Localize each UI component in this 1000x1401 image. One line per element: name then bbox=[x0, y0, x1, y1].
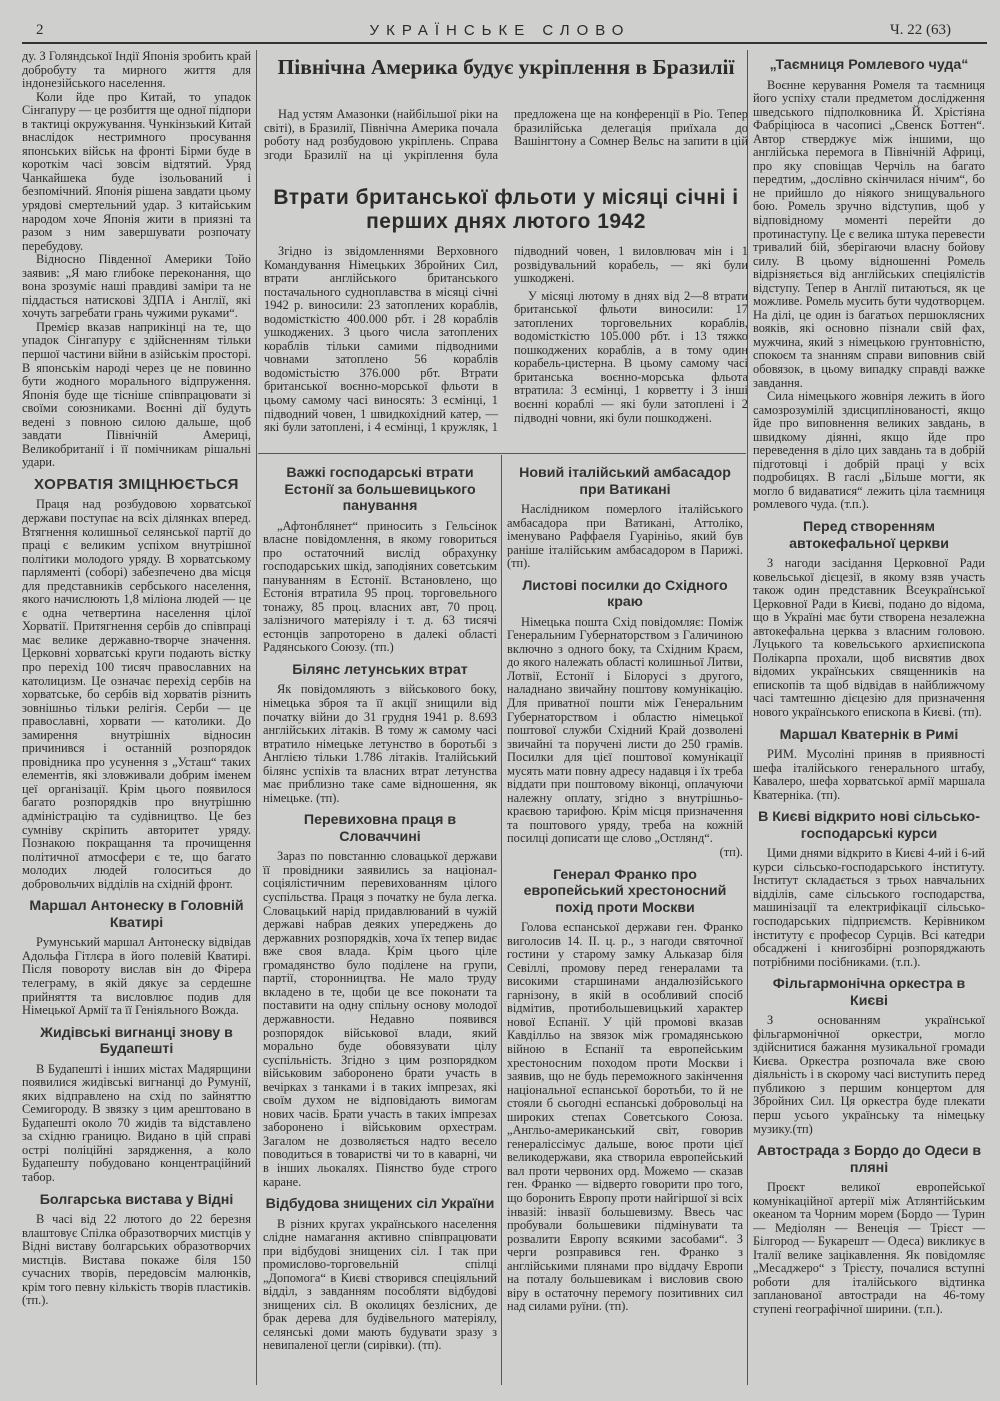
article-signoff: (тп). bbox=[719, 845, 743, 860]
article bbox=[263, 662, 497, 805]
article-headline: Фільгармонічна оркестра в Києві bbox=[772, 976, 966, 1009]
header-rule bbox=[22, 42, 987, 44]
article bbox=[22, 1025, 251, 1185]
column-3 bbox=[507, 458, 743, 1388]
article-headline: Генерал Франко про европейський хрестоносний похід проти Москви bbox=[523, 866, 727, 916]
article-paragraph: Відносно Південної Америки Тойо заявив: „Я маю глибоке переконання, що вона зрозуміє наші правдиві заміри та не піддасться натискові ЗДПА і Англії, які хочуть загребати грань чужими руками“. bbox=[22, 252, 251, 321]
article-headline: Автострада з Бордо до Одеси в пляні bbox=[756, 1143, 982, 1176]
column-divider bbox=[501, 455, 502, 1385]
issue-number: Ч. 22 (63) bbox=[890, 22, 951, 38]
column-divider bbox=[256, 50, 257, 1385]
article bbox=[22, 50, 251, 470]
article-paragraph: РИМ. Мусоліні приняв в приявності шефа італійського генерального штабу, Кавалеро, шефа хорватської армії маршала Кватерніка. (тп). bbox=[753, 747, 985, 802]
article-paragraph: „Афтонблянет“ приносить з Гельсінок власне повідомлення, в якому говориться про остаточний вислід обрахунку господарських шкід, заподіяних советським пануванням в Естонії. Встановлено, що Естонія втратила 95 проц. торговельного тонажу, 85 проц. власних авт, 70 проц. залізничого матеріялу і т. д. 63 тисячі естонців запроторено в далекі області Радянського Союзу. (тп.) bbox=[263, 518, 497, 655]
column-4 bbox=[753, 50, 985, 1390]
article-paragraph: Над устям Амазонки (найбільшої ріки на світі), в Бразилії, Північна Америка почала роботу над розбудовою укріплень. Справа згоди Бразилії на ці укріплення була предложена ще на конференції в Ріо. Тепер бразилійська делегація приїхала до Вашінгтону а Сомнер Вельс на запити в цій bbox=[264, 108, 748, 162]
article bbox=[507, 465, 743, 571]
article bbox=[507, 578, 743, 860]
newspaper-title: УКРАЇНСЬКЕ СЛОВО bbox=[369, 22, 631, 39]
column-2 bbox=[263, 458, 497, 1388]
article bbox=[753, 809, 985, 969]
article-paragraph: Сила німецького жовніря лежить в його самозрозумілій здисциплінованості, якщо йде про виповнення великих завдань, в швидкому діянні, якщо йде про переведення в діло цих завдань та в добрій підготовці і добрій праці у всіх подробицях. В гаслі „Більше могти, як могло б видаватися“ лежить ціла таємниця ромлевого чуда. (т.п.). bbox=[753, 389, 985, 512]
article-paragraph: З нагоди засідання Церковної Ради ковельської дієцезії, в якому взяв участь також один представник Всеукраїнської Церковної Ради в Києві, подано до відома, що в Україні має бути створена незалежна автокефальна церква з власним головою. Луцького та ковельського архиєпископа Полікарпа прохали, щоб висвятив двох відомих українських священників на епископів та щоб відвідав в найближчому часі тамтешню дієцезію для призначення нового українського епископа в Києві. (тп). bbox=[753, 556, 985, 720]
page-number: 2 bbox=[36, 22, 44, 38]
article-paragraph: З основанням української фільгармонічної оркестри, могло здійснитися бажання музикальної громади Києва. Оркестра розпочала вже свою діяльність і в скорому часі виступить перед публикою з першим концертом для Збройних Сил. Ця оркестра буде плекати перш усього українську та німецьку музику.(тп) bbox=[753, 1013, 985, 1136]
article bbox=[507, 867, 743, 1314]
article-paragraph: В часі від 22 лютого до 22 березня влаштовує Спілка образотворчих мистців у Відні виставу болгарських образотворчих мистців. Вистава покаже біля 150 сучасних творів, передовсім малюнків, крім того певну кількість творів пластиків. (тп.). bbox=[22, 1212, 251, 1308]
article bbox=[263, 1196, 497, 1353]
article-paragraph: В Будапешті і інших містах Мадярщини появилися жидівські вигнанці до Румунії, яких відправлено на схід по зайняттю Семигороду. В звязку з цим арештовано в Будапешті около 70 жидів та відставлено за східню границю. Видано в цій справі острі поліційні зарядження, а коло Будапешту побудовано концентраційний табор. bbox=[22, 1061, 251, 1184]
article bbox=[753, 57, 985, 512]
article-headline: Важкі господарські втрати Естонії за большевицького панування bbox=[284, 465, 476, 514]
article-headline: ХОРВАТІЯ ЗМІЦНЮЄТЬСЯ bbox=[34, 475, 239, 493]
article-paragraph: Згідно із звідомленнями Верховного Командування Німецьких Збройних Сил, втрати англійського британського постачального судноплавства в місяці січні 1942 р. виносили: 23 затоплених кораблів, водомісткістю 400.000 рбт. і 28 кораблів ушкоджених. З цього числа затоплених кораблів тільки самими підводними човнами затоплено 56 кораблів водомістьістю 376.000 рбт. Втрати британської воєнно-морської фльоти в цьому самому часі виносять: 3 есмінці, 1 підводний човен, 1 швидкохідний катер, — які були затоплені, і 4 есмінці, 1 кружляк, 1 підводний човен, 1 виловлювач мін і 1 розвідувальний корабель, — які були ушкоджені. bbox=[264, 245, 748, 435]
article-paragraph: Німецька пошта Схід повідомляє: Поміж Генеральним Губернаторством з Галичиною включно з одного боку, та Східним Краєм, до якого належать області колишньої Литви, Лотвії, Естонії і Білорусі з другого, наладнано звичайну поштову комунікацію. Для приватної пошти між Генеральним Губернаторством і областю німецької поштової служби Східний Край дозволені звичайні та поручені листи до 250 грамів. Посилки для цієї поштової комунікації мусять мати повну адресу надавця і їх треба віддати при поштовому віконці, оплачуючи належну оплату, згідно з внутрішньо-краєвою тарифою. Крім місця призначення та поштового уряду, треба на кожній посилці дописати ще слово „Остлянд“. bbox=[507, 614, 743, 846]
article-paragraph: Румунський маршал Антонеску відвідав Адольфа Гітлєра в його полевій Кватирі. Після повороту вислав він до Фірера телеграму, в якій дякує за сердешне прийняття та висловлює подив для Німецької Армії та її Геніяльного Вожда. bbox=[22, 935, 251, 1018]
article-paragraph: Наслідником померлого італійського амбасадора при Ватикані, Аттоліко, іменувано Раффаеля Гуарініьо, який був раніше італійським амбасадором в Парижі. (тп). bbox=[507, 502, 743, 571]
article-headline: Маршал Антонеску в Головній Кватирі bbox=[29, 898, 244, 931]
article-paragraph: Цими днями відкрито в Києві 4-ий і 6-ий курси сільсько-господарського інституту. Інститут складається з трьох навчальних відділів, саме сільського господарства, машинізації та електрифікації сільсько-господарських підприємств. Керівником інституту є професор Сурців. Всі катедри обсаджені і книгозбірні розпоряджають потрібними посібниками. (т.п.). bbox=[753, 846, 985, 969]
column-1 bbox=[22, 50, 251, 1390]
article-paragraph: Воєнне керування Ромеля та таємниця його успіху стали предметом дослідження шведського підполковника Й. Хрістіяна Фабріціюса в часописі „Свенск Боттен“. Автор стверджує між іншими, що англійська перемога в Північній Африці, про яку сповіщав Черчіль на багато передтим, „дослівно скінчилася нічим“, бо не прийшло до ніякого знищувального бою. Ромель зручно відступив, щоб у відповідному моменті перейти до протинаступу. Це є велика штука перевести тривалий бій, зберігаючи власну бойову силу. В цьому відношенні Ромель відрізняється від англійських спеціялістів відступу. Тепер в Англії питаються, як це можливе. Ромель мусить бути чудотворцем. На ділі, це один із багатьох першоклясних вояків, які основно пізнали свій фах, мужчина, який з німецькою грунтовністю, спокоєм та знанням справи виповнив свій обовязок, в цьому випадку справді важке завдання. bbox=[753, 77, 985, 390]
article-paragraph: У місяці лютому в днях від 2—8 втрати британської фльоти виносили: 17 затоплених торговельних кораблів, водомісткістю 105.000 рбт. і 13 тяжко пошкоджених кораблів, а в тому один корабель-цистерна. В цьому самому часі британська воєнно-морська фльота втратила: 3 есмінці, 1 корветту і 3 інші воєнні кораблі — які були затоплені і 2 підводні човни, які були пошкоджені. bbox=[514, 288, 748, 425]
article bbox=[753, 1143, 985, 1316]
section-divider bbox=[258, 453, 746, 454]
article-headline: Новий італійський амбасадор при Ватикані bbox=[519, 465, 731, 498]
article-headline: Перед створенням автокефальної церкви bbox=[789, 519, 949, 552]
headline-british-fleet: Втрати британської фльоти у місяці січні і перших днях лютого 1942 bbox=[273, 186, 739, 233]
article-paragraph: Зараз по повстанню словацької держави її провідники заявились за націонал-соціялістичним перевихованням цілого суспільства. Праця з початку не була легка. Словацький нарід придавлюваний в чужій державі набрав деяких упереджень до державних розпорядків, хоча їх тепер видає вже своя влада. Крім цього ціле громадянство було поділене на групи, партії, сторонництва. Не мало труду вкладено в те, щоби це все поконати та поставити на одну спільну основу молодої державности. Недавно появився розпорядок військової влади, який морально буде обовязувати цілу суспільність. Згідно з цим розпорядком військовим заборонено брати участь в вечірках з танками і в таких імпрезах, які своїм духом не відповідають вимогам нових часів. Брати участь в таких імпрезах заборонено і військовим орхестрам. Загалом не дозволяється надто весело поводиться в товаристві чи то в каварні, чи в інших льокалях. Піянство буде строго каране. bbox=[263, 849, 497, 1189]
article-british-fleet-body bbox=[264, 245, 748, 450]
article-paragraph: Коли йде про Китай, то упадок Сінгапуру — це розбиття ще одної підпори в тактиці окружування. Чункінзький Китай внаслідок нестримного просування японських військ на фронті Бірми буде в короткім часі зовсім відтятий. Уряд Чанкайшека буде ізольований і безпомічний. Японія рішена завдати цьому урядові смертельний удар. З китайським народом хоче Японія жити в приязні та разом з ним завершувати розпочату перебудову. bbox=[22, 89, 251, 253]
article-paragraph: В різних кругах українського населення слідне намагання активно співпрацювати при відбудові знищених сіл. І так при промислово-торговельній спілці „Допомога“ в Києві створився спеціяльний відділ, з завданням пособляти відбудові знищених сіл. В околицях безлісних, де брак дерева для будівельного матеріялу, селянські доми мають будувати зразу з невипаленої цегли (сирівки). (тп). bbox=[263, 1216, 497, 1353]
article-headline: Маршал Кватернік в Римі bbox=[779, 726, 959, 743]
article-headline: „Таємниця Ромлевого чуда“ bbox=[769, 57, 969, 73]
article-paragraph: Проєкт великої европейської комунікаційної артерії між Атлянтійським океаном та Чорним морем (Бордо — Турин — Медіолян — Венеція — Трієст — Білгород — Букарешт — Одеса) викликує в Італії велике зацікавлення. Як повідомляє „Месаджеро“ з Трієсту, почалися вступні роботи для італійського відтинка запланованої автостради на 46-тому ступені географічної ширини. (т.п.). bbox=[753, 1180, 985, 1317]
article-paragraph: Премієр вказав наприкінці на те, що упадок Сінгапуру є здійсненням тільки першої частини війни в азійськім просторі. В японськім народі через це не повинно бути жодного морального відпруження. Японія буде ще тісніше співпрацювати зі своїми союзниками. Воєнні дії будуть ведені з повною силою дальше, щоб завдати Північній Америці, Великобританії і її помічникам рішальні удари. bbox=[22, 319, 251, 470]
article-headline: Відбудова знищених сіл України bbox=[265, 1196, 495, 1213]
article-headline: Перевиховна праця в Словаччині bbox=[303, 812, 457, 845]
article-headline: В Києві відкрито нові сільсько-господарські курси bbox=[758, 809, 980, 842]
article bbox=[22, 898, 251, 1017]
article-headline: Білянс летунських втрат bbox=[292, 661, 468, 678]
article-headline: Листові посилки до Східного краю bbox=[522, 577, 728, 611]
article-paragraph: Як повідомляють з військового боку, німецька зброя та її акції знищили від початку війни до 31 грудня 1941 р. 8.693 англійських літаків. В тому ж самому часі втратило німецьке летунство в боротьбі з Англією тільки 1.786 літаків. Італійський білянс успіхів та власних втрат летунства має приблизно таке саме відношення, як німецьке. (тп). bbox=[263, 682, 497, 805]
article-paragraph: Праця над розбудовою хорватської держави поступає на всіх ділянках вперед. Втягнення колишньої селянської партії до праці є великим успіхом внутрішної політики молодого уряду. В хорватському парляменті (соборі) забезпечено два місця для представників сербського населення, якого начислюють 1,8 міліона людей — це є одна четвертина населення цілої Хорватії. Притягнення сербів до співпраці має велике державно-творче значення. Церковні хорватські круги подають вістку про перехід 100 тисяч православних на католицизм. Це означає перехід сербів на хорватське, бо сербів від хорватів різнить зовнішньо тільки релігія. Серби — це православні, хорвати — католики. До замирення внутрішніх відносин причинився і останній розпорядок провідника про усунення з „Усташ“ таких елементів, які зловживали добрим іменем цеї організації. Крім цього появилося багато розпорядків про внутрішню адміністрацію та судівництво. Це без сумніву скріпить авторитет уряду. Познакою покращання та прочищення політичної атмосфери є те, що багато молодих людей голоситься до добровольчих відділів на східній фронт. bbox=[22, 497, 251, 891]
article-headline: Болгарська вистава у Відні bbox=[39, 1191, 234, 1208]
article bbox=[22, 477, 251, 891]
article-brazil-body bbox=[264, 108, 748, 164]
article bbox=[753, 976, 985, 1136]
article-headline: Жидівські вигнанці знову в Будапешті bbox=[40, 1024, 233, 1058]
article bbox=[263, 465, 497, 655]
article bbox=[263, 812, 497, 1189]
article-paragraph: Голова еспанської держави ген. Франко виголосив 14. II. ц. р., з нагоди святочної гостини у старому замку Альказар біля Севіллі, промову перед генералами та високими старшинами андалюзійського гарнізону, в якій в особливий спосіб відмітив, протибольшевицький характер нової Еспанії. У цій промові вказав Кавділльо на звязок між громадянською війною в Еспанії та европейським хрестоносним походом проти Москви і заявив, що не будь переможного закінчення національної еспанської боротьби, то й не стояли б сьогодні еспанські добровольці на широких степах Советського Союза. „Англьо-американський світ, говорив генераліссімус дальше, воює проти цієї великодержави, яка створила европейський вал проти червоних орд. Можемо — сказав ген. Франко — відверто говорити про того, що боронить Европу проти найгіршої зі всіх інвазій: інвазії большевизму. Ввесь час пробували большевики підмінувати та розвалити Европу всякими засобами“. З черги розправився ген. Франко з англійськими плянами про віддачу Европи на поталу большевикам і висловив свою віру в остаточну перемогу позитивних сил над силами руїни. (тп). bbox=[507, 920, 743, 1314]
article-paragraph: ду. З Голяндської Індії Японія зробить край добробуту та мирного життя для індонезійського населення. bbox=[22, 50, 251, 91]
article bbox=[753, 727, 985, 803]
headline-brazil: Північна Америка будує укріплення в Бразилії bbox=[277, 55, 735, 79]
article bbox=[22, 1192, 251, 1308]
article bbox=[753, 519, 985, 720]
